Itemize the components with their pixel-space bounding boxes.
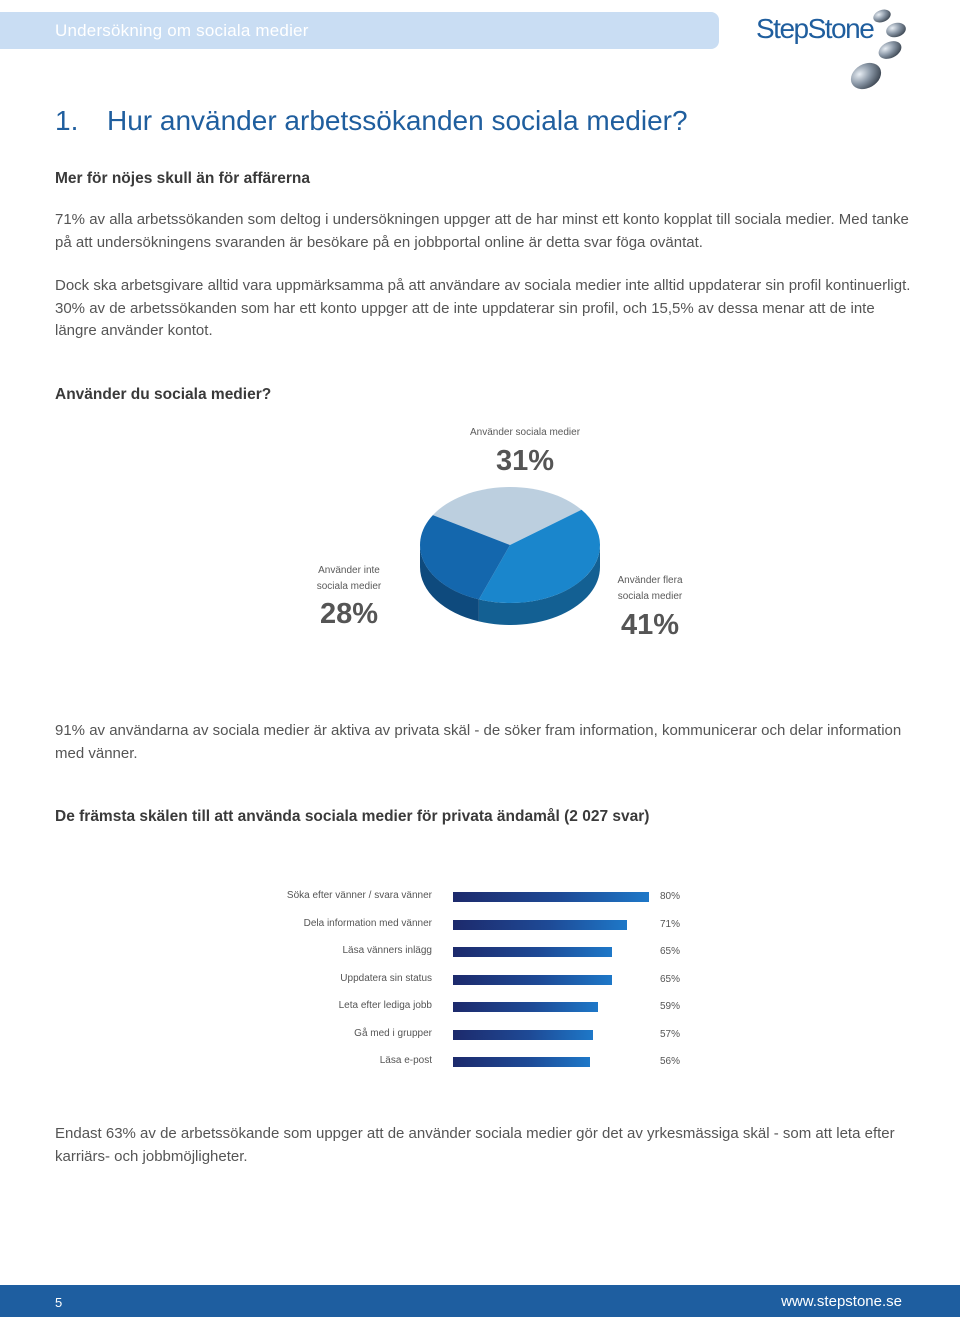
bar-label: Leta efter lediga jobb [338, 1000, 432, 1011]
logo-text: StepStone [756, 13, 874, 44]
pie-pct-not: 28% [319, 598, 379, 630]
bar [453, 1002, 598, 1012]
bar-chart [260, 880, 720, 1080]
footer-link[interactable]: www.stepstone.se [781, 1293, 902, 1310]
pie-chart [300, 415, 720, 675]
bar-value-label: 65% [660, 946, 681, 957]
pie-label-uses: Använder sociala medier [469, 427, 581, 438]
paragraph-private: 91% av användarna av sociala medier är aktiva av privata skäl - de söker fram information, kommunicerar och delar information med vänner. [55, 722, 902, 762]
bar-value-label: 80% [660, 891, 681, 902]
paragraph-professional: Endast 63% av de arbetssökande som uppger att de använder sociala medier gör det av yrkesmässiga skäl - som att leta efter karriärs- och jobbmöjligheter. [55, 1125, 895, 1165]
subheading-reasons: De främsta skälen till att använda sociala medier för privata ändamål (2 027 svar) [55, 808, 650, 825]
paragraph-intro: 71% av alla arbetssökanden som deltog i undersökningen uppger att de har minst ett konto kopplat till sociala medier. Med tanke på att undersökningens svaranden är besökare på en jobbportal online är detta svar föga oväntat. [55, 211, 909, 251]
bar-label: Läsa e-post [379, 1055, 432, 1066]
bar [453, 975, 612, 985]
bar [453, 947, 612, 957]
subheading-use: Använder du sociala medier? [55, 386, 272, 403]
pie-label-multi-line1: Använder flera [617, 575, 683, 586]
bar-label: Dela information med vänner [303, 917, 432, 929]
bar-value-label: 65% [660, 973, 681, 985]
bar [453, 892, 649, 902]
pie-label-not-line1: Använder inte [318, 565, 380, 576]
section-title: Hur använder arbetssökanden sociala medier? [107, 105, 688, 136]
pie-label-not-line2: sociala medier [316, 581, 382, 592]
pie-label-not [300, 563, 398, 595]
bar-value-label: 59% [660, 1001, 681, 1012]
stepstone-logo [752, 4, 912, 100]
bar-value-label: 56% [660, 1056, 681, 1067]
pie-pct-multi: 41% [620, 609, 680, 641]
bar-value-label: 57% [660, 1028, 681, 1040]
bar-value-label: 71% [660, 918, 681, 930]
header-title: Undersökning om sociala medier [55, 21, 309, 40]
pie-pct-uses: 31% [495, 445, 555, 477]
bar-label: Söka efter vänner / svara vänner [286, 890, 432, 901]
section-number: 1. [55, 105, 79, 136]
bar [453, 920, 627, 930]
page-title [55, 105, 688, 137]
bar [453, 1057, 590, 1067]
bar [453, 1030, 593, 1040]
pie-label-multi-line2: sociala medier [617, 591, 683, 602]
bar-label: Läsa vänners inlägg [342, 945, 432, 956]
page-number: 5 [55, 1295, 63, 1310]
paragraph-profile: Dock ska arbetsgivare alltid vara uppmärksamma på att användare av sociala medier inte alltid uppdaterar sin profil kontinuerligt. 30% av de arbetssökanden som har ett konto uppger att de inte uppdaterar sin profil, och 15,5% av dessa menar att de inte längre använder kontot. [55, 277, 911, 339]
stones-logo-icon [848, 4, 914, 100]
subheading-fun: Mer för nöjes skull än för affärerna [55, 170, 310, 187]
pie-label-multi [600, 573, 700, 605]
bar-label: Uppdatera sin status [340, 972, 432, 984]
bar-label: Gå med i grupper [354, 1027, 432, 1039]
